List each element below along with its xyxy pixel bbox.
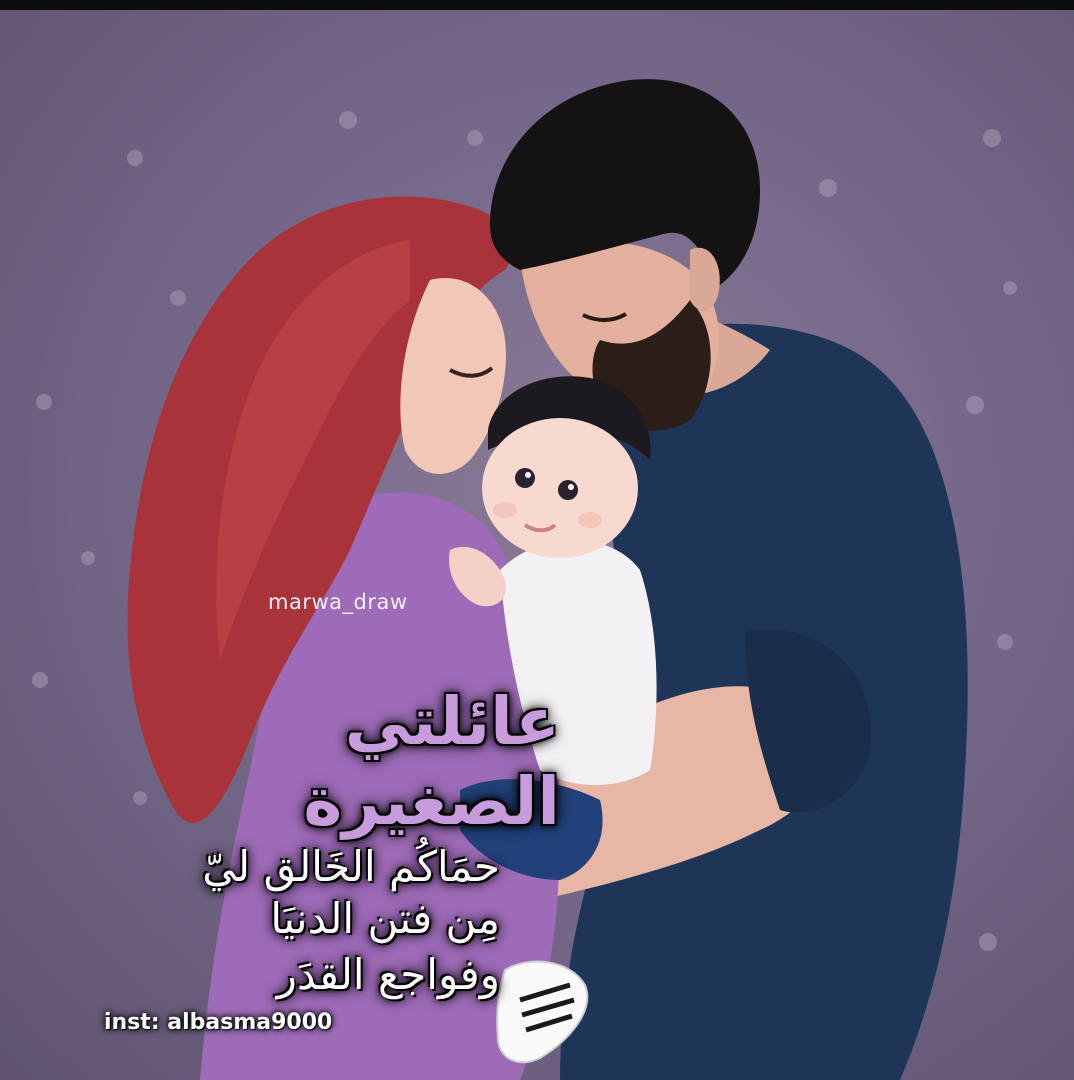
illustration-canvas — [0, 10, 1074, 1080]
arabic-title: عائلتي الصغيرة — [303, 683, 560, 840]
verse-line-2: مِن فتن الدنيَا — [270, 894, 500, 943]
baby-eye-right — [558, 480, 578, 500]
instagram-credit: inst: albasma9000 — [104, 1010, 333, 1035]
baby-eye-left — [515, 468, 535, 488]
verse-line-1: حمَاكُم الخَالق ليّ — [202, 842, 500, 891]
verse-line-3: وفواجع القدَر — [276, 950, 500, 999]
artist-watermark: marwa_draw — [268, 590, 408, 614]
